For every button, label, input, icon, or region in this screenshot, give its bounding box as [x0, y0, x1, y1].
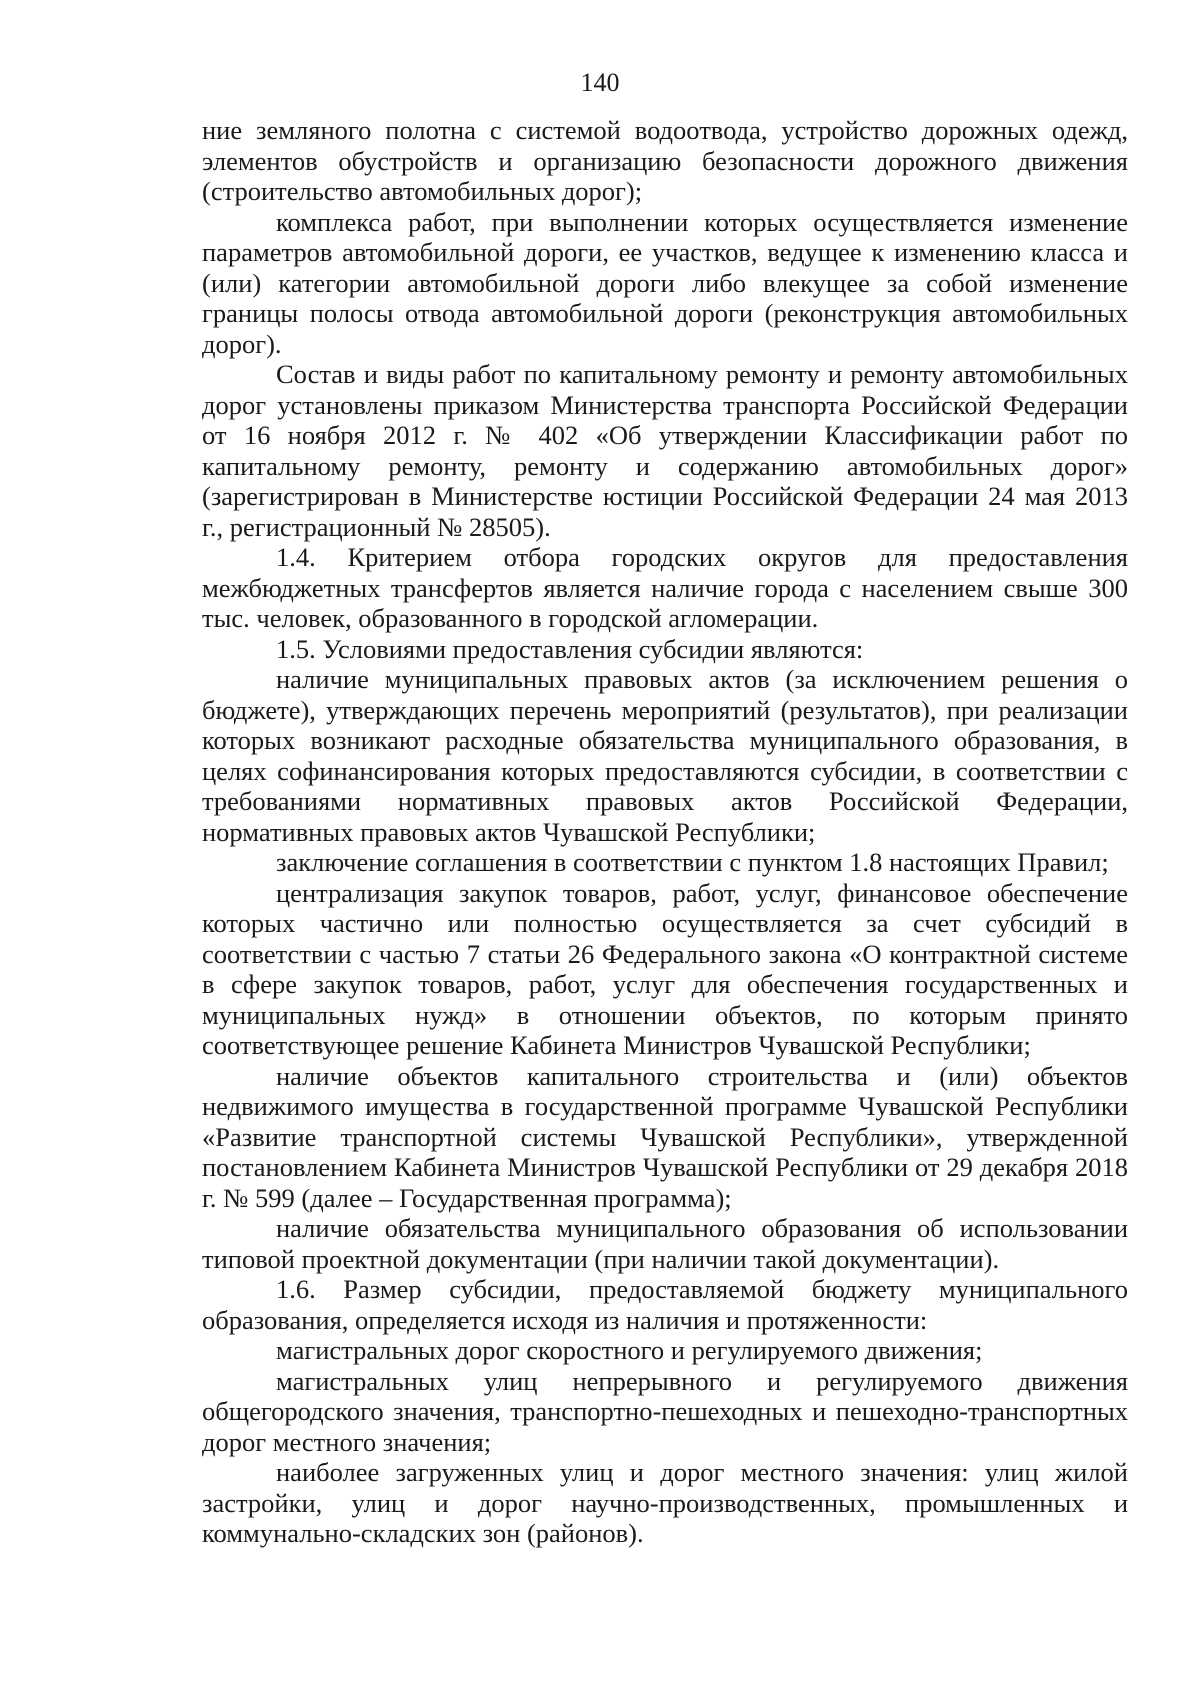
paragraph-condition-procurement: централизация закупок товаров, работ, услуг, финансовое обеспечение которых частично или полностью осуществляется за счет субсидий в соответствии с частью 7 статьи 26 Федерального закона «О контрактной системе в сфере закупок товаров, работ, услуг для обеспечения государственных и муниципальных нужд» в отношении объектов, по которым принято соответствующее решение Кабинета Министров Чувашской Республики; [202, 877, 1128, 1060]
paragraph-loaded-streets: наиболее загруженных улиц и дорог местного значения: улиц жилой застройки, улиц и дорог научно-производственных, промышленных и коммунально-складских зон (районов). [202, 1457, 1128, 1548]
paragraph-repair-works-order: Состав и виды работ по капитальному ремонту и ремонту автомобильных дорог установлены приказом Министерства транспорта Российской Федерации от 16 ноября 2012 г. № 402 «Об утверждении Классификации работ по капитальному ремонту, ремонту и содержанию автомобильных дорог» (зарегистрирован в Министерстве юстиции Российской Федерации 24 мая 2013 г., регистрационный № 28505). [202, 359, 1128, 542]
paragraph-condition-municipal-acts: наличие муниципальных правовых актов (за исключением решения о бюджете), утверждающих перечень мероприятий (результатов), при реализации которых возникают расходные обязательства муниципального образования, в целях софинансирования которых предоставляются субсидии, в соответствии с требованиями нормативных правовых актов Российской Федерации, нормативных правовых актов Чувашской Республики; [202, 664, 1128, 847]
paragraph-reconstruction: комплекса работ, при выполнении которых осуществляется изменение параметров автомобильной дороги, ее участков, ведущее к изменению класса и (или) категории автомобильной дороги либо влекущее за собой изменение границы полосы отвода автомобильной дороги (реконструкция автомобильных дорог). [202, 206, 1128, 359]
paragraph-highways: магистральных дорог скоростного и регулируемого движения; [276, 1335, 983, 1365]
paragraph-section-1-6: 1.6. Размер субсидии, предоставляемой бюджету муниципального образования, определяется исходя из наличия и протяженности: [202, 1274, 1128, 1335]
paragraph-main-streets: магистральных улиц непрерывного и регулируемого движения общегородского значения, транспортно-пешеходных и пешеходно-транспортных дорог местного значения; [202, 1365, 1128, 1457]
paragraph-condition-objects: наличие объектов капитального строительства и (или) объектов недвижимого имущества в государственной программе Чувашской Республики «Развитие транспортной системы Чувашской Республики», утвержденной постановлением Кабинета Министров Чувашской Республики от 29 декабря 2018 г. № 599 (далее – Государственная программа); [202, 1060, 1128, 1213]
page-number: 140 [580, 68, 620, 97]
paragraph-section-1-5: 1.5. Условиями предоставления субсидии являются: [276, 633, 864, 664]
paragraph-condition-typical-docs: наличие обязательства муниципального образования об использовании типовой проектной документации (при наличии такой документации). [202, 1213, 1128, 1274]
paragraph-construction-continuation: ние земляного полотна с системой водоотвода, устройство дорожных одежд, элементов обустройств и организацию безопасности дорожного движения (строительство автомобильных дорог); [202, 115, 1128, 206]
paragraph-section-1-4: 1.4. Критерием отбора городских округов для предоставления межбюджетных трансфертов является наличие города с населением свыше 300 тыс. человек, образованного в городской агломерации. [202, 542, 1128, 633]
paragraph-condition-agreement: заключение соглашения в соответствии с пунктом 1.8 настоящих Правил; [276, 847, 1109, 877]
document-body [202, 115, 1128, 1549]
